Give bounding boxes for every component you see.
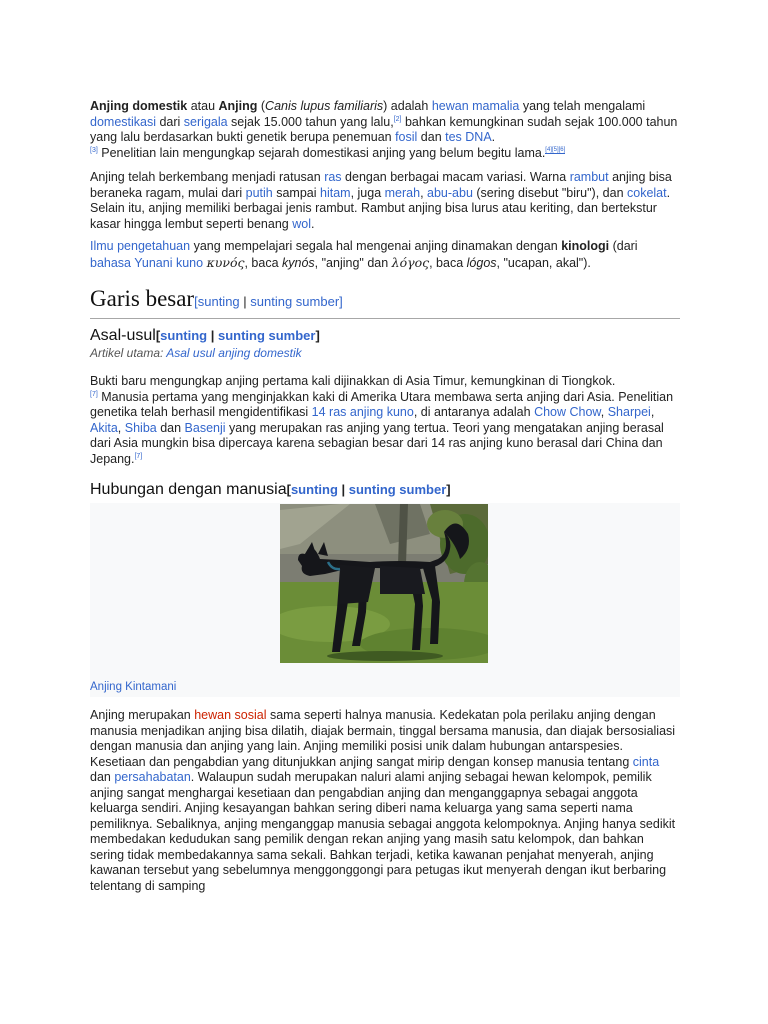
text: . Walaupun sudah merupakan naluri alami anjing sebagai hewan kelompok, pemilik anjing sangat menghargai kesetiaan dan pengabdian anjing dan menganggapnya sebagai anggota keluarga sendiri. Anjing kesayangan bahkan sering diberi nama keluarga yang sama seperti nama pemiliknya. Sebaliknya, anjing menganggap manusia sebagai anggota kelompoknya. Anjing hanya sedikit membedakan kedudukan sang pemilik dengan rekan anjing yang masih satu kelompok, dan bahkan sering tidak membedakannya sama sekali. Bahkan terjadi, ketika kawanan penjahat menyerah, anjing kawanan tersebut yang sebelumnya menggonggongi para petugas ikut menyerah dengan ikut berbaring telentang di samping [90, 770, 676, 893]
link-cinta[interactable]: cinta [632, 754, 660, 769]
link-14-ras-anjing-kuno[interactable]: 14 ras anjing kuno [311, 405, 414, 419]
bracket: ] [339, 294, 343, 309]
intro-paragraph-3 [90, 239, 680, 271]
link-merah[interactable]: merah [384, 185, 421, 200]
text: Anjing merupakan [90, 708, 195, 722]
text: Bukti baru mengungkap anjing pertama kali dijinakkan di Asia Timur, kemungkinan di Tiongkok. [90, 374, 616, 388]
text: , baca [244, 255, 283, 270]
link-hitam[interactable]: hitam [320, 185, 351, 200]
intro-paragraph-1 [90, 99, 680, 161]
text: dan [156, 420, 185, 435]
text: , [600, 405, 608, 419]
link-putih[interactable]: putih [245, 185, 273, 200]
section-heading-garis-besar [90, 286, 680, 319]
greek-word: κυνός [206, 254, 245, 270]
edit-source-link[interactable]: sunting sumber [217, 328, 316, 343]
text: Manusia pertama yang menginjakkan kaki di Amerika Utara membawa serta anjing dari Asia. Penelitian genetika telah berhasil mengidentifikasi [90, 389, 674, 419]
text: sampai [272, 185, 320, 200]
article-content [90, 99, 680, 894]
text: sejak 15.000 tahun yang lalu, [227, 114, 394, 129]
edit-source-link[interactable]: sunting sumber [250, 294, 340, 309]
text: , [650, 405, 655, 419]
link-tes-dna[interactable]: tes DNA [445, 130, 492, 144]
text: , "anjing" dan [314, 255, 392, 270]
bracket: ] [315, 328, 320, 343]
heading-title: Asal-usul [90, 327, 156, 344]
text: yang merupakan ras anjing yang tertua. Teori yang mengatakan anjing berasal dari Asia mungkin bisa dipercaya karena sebagian besar dari 14 ras anjing kuno berasal dari China dan Jepang. [90, 420, 664, 466]
edit-links [194, 294, 343, 309]
reference-link[interactable]: [4][5][6] [545, 147, 566, 154]
text: bahkan kemungkinan sudah sejak 100.000 tahun yang lalu berdasarkan bukti genetik berupa penemuan [90, 114, 678, 144]
link-ras[interactable]: ras [324, 170, 342, 184]
link-hewan-sosial[interactable]: hewan sosial [194, 708, 267, 722]
heading-title: Hubungan dengan manusia [90, 481, 287, 498]
separator: | [239, 294, 251, 309]
text: . Selain itu, anjing memiliki berbagai jenis rambut. Rambut anjing bisa lurus atau keriting, dan bertekstur kasar hingga lembut seperti benang [90, 185, 671, 231]
hatnote-label: Artikel utama: [90, 346, 167, 360]
link-wol[interactable]: wol [292, 216, 311, 231]
separator: | [207, 328, 218, 343]
bold-term: Anjing domestik [90, 99, 188, 113]
figure-caption[interactable]: Anjing Kintamani [90, 681, 177, 693]
text: sama seperti halnya manusia. Kedekatan pola perilaku anjing dengan manusia menjadikan anjing bisa dilatih, diajak bermain, tinggal bersama manusia, dan diajak bersosialiasi dengan manusia dan anjing yang lain. Anjing memiliki posisi unik dalam hubungan antarspesies. Kesetiaan dan pengabdian yang ditunjukkan anjing sangat mirip dengan konsep manusia tentang [90, 708, 676, 769]
edit-links [287, 482, 451, 497]
dog-photo[interactable] [280, 504, 488, 663]
link-hewan-mamalia[interactable]: hewan mamalia [431, 99, 520, 113]
figure-anjing-kintamani [90, 503, 680, 697]
link-cokelat[interactable]: cokelat [627, 185, 667, 200]
text: atau [187, 99, 219, 113]
transliteration: kynós [282, 255, 315, 270]
reference-link[interactable]: [3] [90, 146, 98, 154]
heading-title: Garis besar [90, 286, 195, 311]
intro-paragraph-2 [90, 170, 680, 232]
link-ilmu-pengetahuan[interactable]: Ilmu pengetahuan [90, 239, 191, 253]
section-heading-asal-usul [90, 326, 680, 345]
bracket: [ [194, 294, 198, 309]
link-domestikasi[interactable]: domestikasi [90, 114, 156, 129]
bracket: [ [155, 328, 161, 343]
edit-source-link[interactable]: sunting sumber [348, 482, 447, 497]
hubungan-paragraph [90, 708, 680, 894]
text: (sering disebut "biru"), dan [472, 185, 627, 200]
bold-term: Anjing [218, 99, 258, 113]
text: ( [257, 99, 266, 113]
text: yang telah mengalami [519, 99, 646, 113]
main-article-hatnote [90, 346, 680, 361]
text: dan [417, 130, 446, 144]
link-serigala[interactable]: serigala [183, 114, 228, 129]
text: (dari [609, 239, 638, 253]
section-heading-hubungan [90, 480, 680, 499]
bold-term: kinologi [561, 239, 610, 253]
link-bahasa-yunani-kuno[interactable]: bahasa Yunani kuno [90, 255, 204, 270]
link-shiba[interactable]: Shiba [124, 420, 157, 435]
link-sharpei[interactable]: Sharpei [607, 405, 651, 419]
edit-link[interactable]: sunting [290, 482, 338, 497]
text: . [310, 216, 315, 231]
edit-links [156, 328, 320, 343]
bracket: ] [446, 482, 451, 497]
greek-word: λόγος [391, 254, 430, 270]
edit-link[interactable]: sunting [160, 328, 208, 343]
text: ) adalah [383, 99, 432, 113]
asal-usul-paragraph [90, 374, 680, 467]
text: , [420, 185, 428, 200]
scientific-name: Canis lupus familiaris [265, 99, 384, 113]
text: Penelitian lain mengungkap sejarah domestikasi anjing yang belum begitu lama. [97, 145, 546, 160]
edit-link[interactable]: sunting [197, 294, 240, 309]
bracket: [ [286, 482, 291, 497]
text: yang mempelajari segala hal mengenai anjing dinamakan dengan [190, 239, 562, 253]
reference-link[interactable]: [2] [393, 115, 402, 123]
text: dengan berbagai macam variasi. Warna [341, 170, 570, 184]
text: , juga [350, 185, 385, 200]
text: dan [90, 770, 115, 784]
text: , baca [429, 255, 467, 270]
link-chow-chow[interactable]: Chow Chow [534, 405, 601, 419]
main-article-link[interactable]: Asal usul anjing domestik [166, 346, 302, 360]
text: . [491, 130, 496, 144]
text: , "ucapan, akal"). [496, 255, 591, 270]
text: Anjing telah berkembang menjadi ratusan [90, 170, 325, 184]
link-persahabatan[interactable]: persahabatan [114, 770, 191, 784]
link-rambut[interactable]: rambut [569, 170, 609, 184]
transliteration: lógos [466, 255, 497, 270]
text: dari [156, 114, 184, 129]
reference-link[interactable]: [7] [134, 452, 143, 460]
link-fosil[interactable]: fosil [395, 130, 418, 144]
link-basenji[interactable]: Basenji [184, 420, 226, 435]
separator: | [337, 482, 349, 497]
link-akita[interactable]: Akita [90, 420, 118, 435]
reference-link[interactable]: [7] [90, 390, 98, 398]
link-abu-abu[interactable]: abu-abu [427, 185, 473, 200]
text: anjing bisa beraneka ragam, mulai dari [90, 170, 672, 200]
text: , di antaranya adalah [413, 405, 535, 419]
text: , [117, 420, 125, 435]
